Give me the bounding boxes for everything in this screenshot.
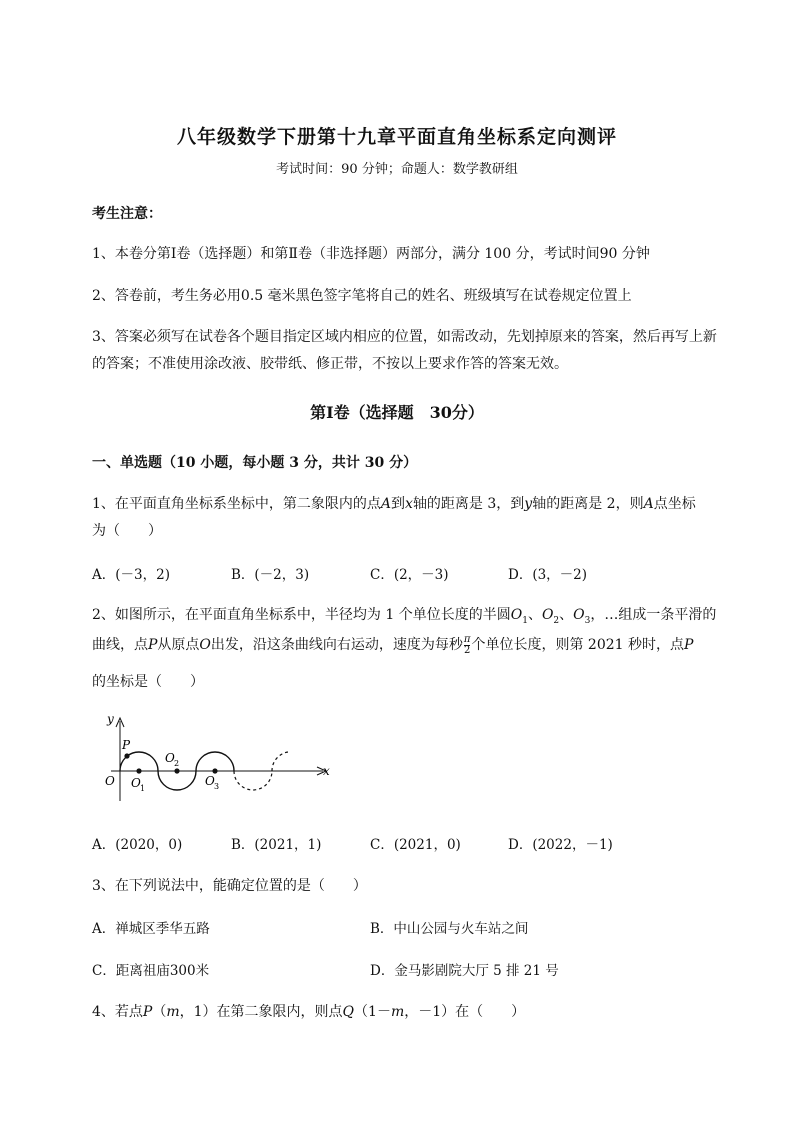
question-3-option-b[interactable]: B．中山公园与火车站之间 [370,921,529,937]
question-3-option-d[interactable]: D．金马影剧院大厅 5 排 21 号 [370,963,559,979]
point-o2-marker [174,768,179,773]
question-3-option-a[interactable]: A．禅城区季华五路 [92,921,210,937]
question-3-option-c[interactable]: C．距离祖庙300米 [92,963,210,979]
question-2-option-c[interactable]: C．(2021，0) [370,837,461,853]
question-1-option-b[interactable]: B．(－2，3) [231,567,310,583]
question-1-option-d[interactable]: D．(3，－2) [508,567,588,583]
section-title: 第Ⅰ卷（选择题 30分） [310,403,484,422]
y-axis-label: y [107,712,114,726]
question-2-option-a[interactable]: A．(2020，0) [92,837,183,853]
o2-subscript: 2 [174,759,180,768]
page-title: 八年级数学下册第十九章平面直角坐标系定向测评 [176,126,617,148]
notice-heading: 考生注意： [92,206,162,222]
x-axis-label: x [323,764,330,778]
point-p-label: P [122,738,131,752]
o1-subscript: 1 [140,784,146,793]
point-p-marker [124,753,129,758]
question-1-stem: 1、在平面直角坐标系坐标中，第二象限内的点A到x轴的距离是 3，到y轴的距离是 2，则A点坐标 [92,496,696,512]
page-subtitle: 考试时间：90 分钟；命题人：数学教研组 [276,162,518,177]
question-1-option-a[interactable]: A．(－3，2) [92,567,170,583]
question-2-option-b[interactable]: B．(2021，1) [231,837,322,853]
notice-item-2: 2、答卷前，考生务必用0.5 毫米黑色签字笔将自己的姓名、班级填写在试卷规定位置上 [92,288,632,304]
point-o1-marker [136,768,141,773]
semicircle-curve-figure [95,705,335,805]
question-1-stem-cont: 为（ ） [92,523,162,539]
pi-over-2-fraction: $\frac{\pi}{2}$ [463,633,471,656]
o1-label: O [131,776,141,790]
part-heading: 一、单选题（10 小题，每小题 3 分，共计 30 分） [92,455,418,471]
question-2-stem-cont-2: 的坐标是（ ） [92,674,204,690]
question-2-stem: 2、如图所示，在平面直角坐标系中，半径均为 1 个单位长度的半圆$O_1$、$O_2$、$O_3$，…组成一条平滑的 [92,607,717,626]
question-3-stem: 3、在下列说法中，能确定位置的是（ ） [92,878,367,894]
question-4-stem: 4、若点P（m，1）在第二象限内，则点Q（1－m，－1）在（ ） [92,1004,526,1020]
o3-label: O [205,774,215,788]
notice-item-3: 3、答案必须写在试卷各个题目指定区域内相应的位置，如需改动，先划掉原来的答案，然后再写上新 [92,329,717,345]
question-1-option-c[interactable]: C．(2，－3) [370,567,449,583]
point-o3-marker [212,768,217,773]
origin-label: O [105,774,115,788]
question-2-stem-cont: 曲线，点P从原点O出发，沿这条曲线向右运动，速度为每秒 $\frac{\pi}{2}$ 个单位长度，则第 2021 秒时，点P [92,633,694,656]
question-2-option-d[interactable]: D．(2022，－1) [508,837,613,853]
notice-item-3-cont: 的答案；不准使用涂改液、胶带纸、修正带，不按以上要求作答的答案无效。 [92,356,568,372]
o3-subscript: 3 [214,782,220,791]
notice-item-1: 1、本卷分第Ⅰ卷（选择题）和第Ⅱ卷（非选择题）两部分，满分 100 分，考试时间90 分钟 [92,246,650,262]
o2-label: O [165,751,175,765]
